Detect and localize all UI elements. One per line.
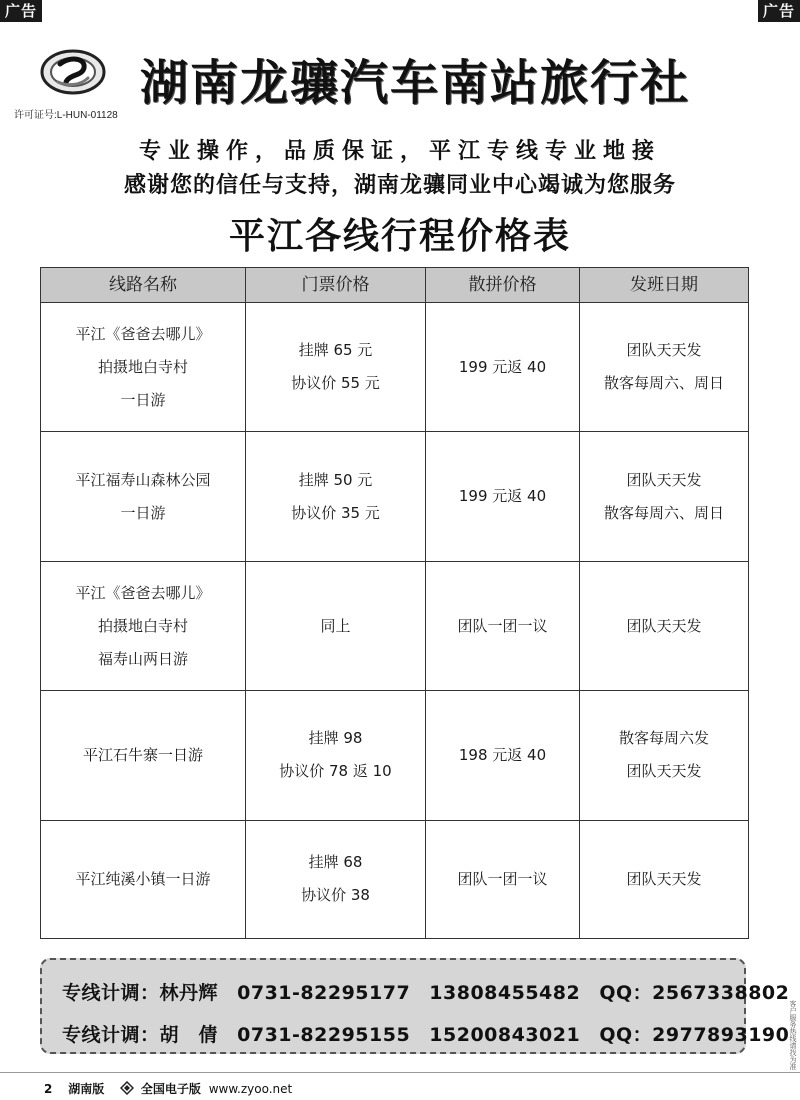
diamond-logo-icon bbox=[120, 1081, 134, 1098]
footer bbox=[44, 1080, 292, 1098]
ticket-line: 挂牌 68 bbox=[308, 853, 363, 872]
route-line: 一日游 bbox=[120, 390, 166, 409]
ticket-price-cell bbox=[246, 303, 426, 432]
ticket-line: 协议价 55 元 bbox=[291, 374, 380, 393]
ticket-line: 挂牌 50 元 bbox=[298, 470, 373, 489]
contact-qq[interactable]: QQ：2977893190 bbox=[599, 1024, 790, 1046]
group-price-cell: 198 元返 40 bbox=[426, 691, 580, 820]
schedule-line: 团队天天发 bbox=[626, 341, 702, 360]
ad-tag-right: 广告 bbox=[758, 0, 800, 22]
page-number: 2 bbox=[44, 1082, 53, 1096]
contact-phone[interactable]: 0731-82295155 bbox=[237, 1024, 411, 1046]
schedule-line: 团队天天发 bbox=[626, 762, 702, 781]
table-row bbox=[41, 820, 749, 938]
ticket-line: 协议价 35 元 bbox=[291, 503, 380, 522]
route-line: 平江石牛寨一日游 bbox=[82, 745, 203, 764]
ticket-line: 协议价 38 bbox=[301, 886, 370, 905]
website-link[interactable]: www.zyoo.net bbox=[208, 1082, 293, 1096]
column-header-schedule: 发班日期 bbox=[580, 268, 749, 303]
contact-label: 专线计调：林丹辉 bbox=[62, 982, 219, 1004]
column-header-group-price: 散拼价格 bbox=[426, 268, 580, 303]
contact-row bbox=[62, 1020, 789, 1047]
schedule-line: 散客每周六发 bbox=[618, 729, 709, 748]
table-row bbox=[41, 303, 749, 432]
contact-mobile[interactable]: 15200843021 bbox=[429, 1024, 581, 1046]
slogan-line-1: 专业操作，品质保证，平江专线专业地接 bbox=[138, 139, 661, 164]
route-line: 平江《爸爸去哪儿》 bbox=[75, 583, 211, 602]
schedule-cell bbox=[580, 820, 749, 938]
route-line: 一日游 bbox=[120, 503, 166, 522]
route-line: 拍摄地白寺村 bbox=[97, 616, 188, 635]
table-row bbox=[41, 432, 749, 561]
contact-phone[interactable]: 0731-82295177 bbox=[237, 982, 411, 1004]
ad-tag-left: 广告 bbox=[0, 0, 42, 22]
table-title: 平江各线行程价格表 bbox=[228, 216, 571, 257]
schedule-line: 散客每周六、周日 bbox=[603, 374, 724, 393]
group-price-cell: 199 元返 40 bbox=[426, 432, 580, 561]
route-cell bbox=[41, 561, 246, 690]
ticket-price-cell bbox=[246, 432, 426, 561]
price-table bbox=[40, 267, 749, 939]
license-number: 许可证号:L-HUN-01128 bbox=[14, 110, 118, 121]
route-cell bbox=[41, 303, 246, 432]
table-row bbox=[41, 691, 749, 820]
group-price-cell: 团队一团一议 bbox=[426, 561, 580, 690]
schedule-cell bbox=[580, 432, 749, 561]
route-line: 平江《爸爸去哪儿》 bbox=[75, 324, 211, 343]
route-cell bbox=[41, 820, 246, 938]
schedule-cell bbox=[580, 691, 749, 820]
contact-qq[interactable]: QQ：2567338802 bbox=[599, 982, 790, 1004]
column-header-route: 线路名称 bbox=[41, 268, 246, 303]
schedule-line: 团队天天发 bbox=[626, 470, 702, 489]
contact-box bbox=[40, 958, 790, 1054]
route-cell bbox=[41, 691, 246, 820]
slogan-line-2: 感谢您的信任与支持，湖南龙骧同业中心竭诚为您服务 bbox=[123, 173, 676, 198]
ticket-line: 挂牌 65 元 bbox=[298, 341, 373, 360]
brand-name: 全国电子版 bbox=[140, 1082, 201, 1096]
route-line: 拍摄地白寺村 bbox=[97, 357, 188, 376]
side-note: 客户服务热线请找为准 bbox=[789, 1000, 797, 1070]
ticket-line: 协议价 78 返 10 bbox=[279, 762, 392, 781]
table-header-row bbox=[41, 268, 749, 303]
schedule-cell bbox=[580, 303, 749, 432]
ticket-price-cell bbox=[246, 561, 426, 690]
route-cell bbox=[41, 432, 246, 561]
table-row bbox=[41, 561, 749, 690]
route-line: 平江福寿山森林公园 bbox=[75, 470, 211, 489]
ticket-price-cell bbox=[246, 691, 426, 820]
ticket-price-cell bbox=[246, 820, 426, 938]
group-price-cell: 199 元返 40 bbox=[426, 303, 580, 432]
ticket-line: 同上 bbox=[320, 616, 351, 635]
schedule-line: 团队天天发 bbox=[626, 869, 702, 888]
contact-row bbox=[62, 978, 789, 1005]
agency-name: 湖南龙骧汽车南站旅行社 bbox=[140, 55, 691, 111]
route-line: 福寿山两日游 bbox=[97, 649, 188, 668]
contact-label: 专线计调：胡 倩 bbox=[62, 1024, 219, 1046]
schedule-cell bbox=[580, 561, 749, 690]
schedule-line: 散客每周六、周日 bbox=[603, 503, 724, 522]
edition-label: 湖南版 bbox=[68, 1082, 105, 1096]
footer-divider bbox=[0, 1072, 800, 1073]
ticket-line: 挂牌 98 bbox=[308, 729, 363, 748]
column-header-ticket-price: 门票价格 bbox=[246, 268, 426, 303]
schedule-line: 团队天天发 bbox=[626, 616, 702, 635]
group-price-cell: 团队一团一议 bbox=[426, 820, 580, 938]
contact-mobile[interactable]: 13808455482 bbox=[429, 982, 581, 1004]
route-line: 平江纯溪小镇一日游 bbox=[75, 869, 211, 888]
agency-logo-icon bbox=[40, 48, 106, 96]
